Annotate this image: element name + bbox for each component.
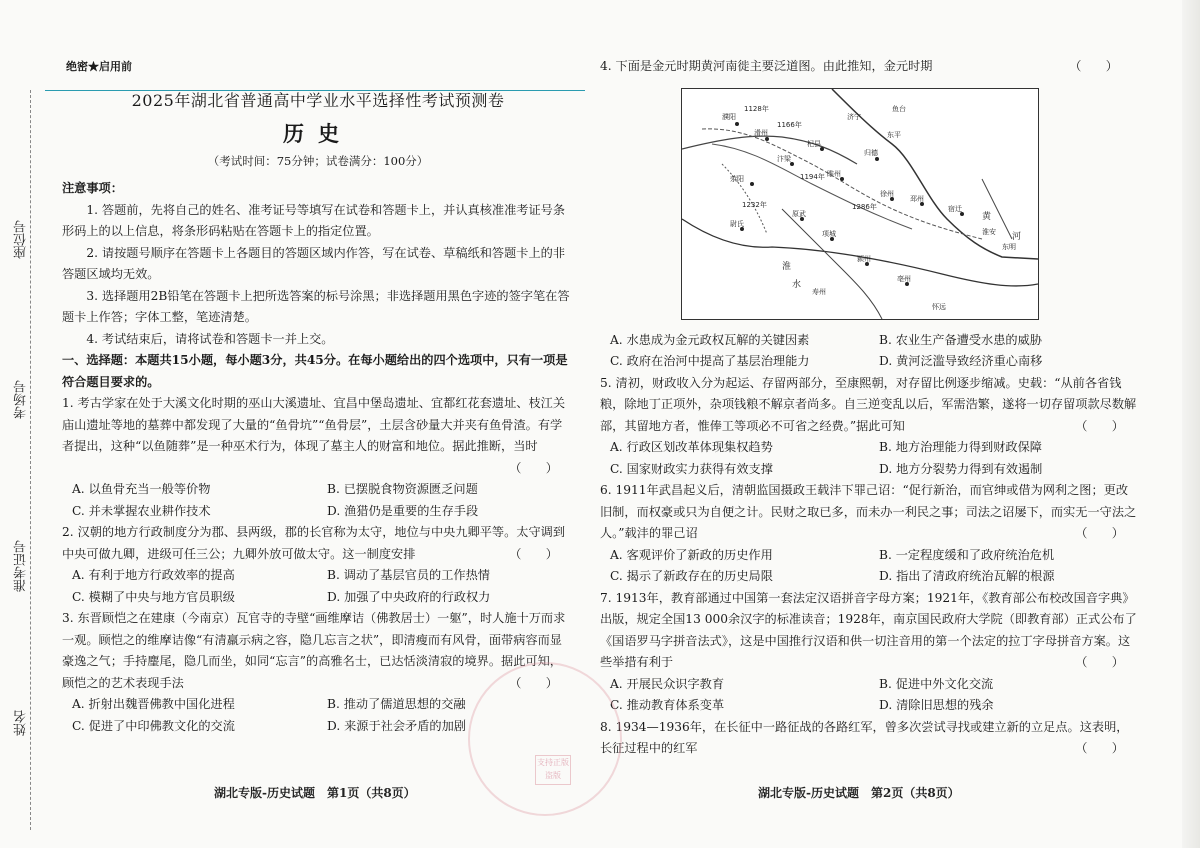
map-label: 滑州 bbox=[754, 129, 768, 137]
option-c: C. 政府在治河中提高了基层治理能力 bbox=[610, 354, 810, 368]
map-label: 杞县 bbox=[807, 140, 821, 148]
question-stem: 4. 下面是金元时期黄河南徙主要泛道图。由此推知，金元时期 bbox=[600, 59, 933, 73]
exam-room-label: 考场号 bbox=[14, 380, 29, 419]
stamp-line: 支持正版 bbox=[537, 758, 569, 767]
subject-title: 历史 bbox=[283, 121, 353, 146]
option-d: D. 来源于社会矛盾的加剧 bbox=[327, 718, 466, 733]
notice-item: 2. 请按题号顺序在答题卡上各题目的答题区域内作答，写在试卷、草稿纸和答题卡上的非答题区域均无效。 bbox=[62, 245, 566, 281]
answer-paren: （ ） bbox=[1069, 59, 1118, 73]
map-label: 1286年 bbox=[852, 203, 877, 211]
notice-item: 1. 答题前，先将自己的姓名、准考证号等填写在试卷和答题卡上，并认真核准准考证号条形码上的以上信息，将条形码粘贴在答题卡上的指定位置。 bbox=[62, 202, 566, 238]
question-4-header bbox=[600, 56, 1140, 78]
answer-paren: （ ） bbox=[1075, 741, 1124, 755]
map-label: 水 bbox=[792, 280, 802, 290]
question-stem: 6. 1911年武昌起义后，清朝监国摄政王载沣下罪己诏：“促行新治，而官绅或借为网利之图；更改旧制，而权豪或只为自便之计。民财之取已多，而未办一利民之事；司法之诏屡下，而实无一守法之人。”载沣的罪己诏 bbox=[600, 483, 1137, 540]
option-a: A. 折射出魏晋佛教中国化进程 bbox=[72, 697, 235, 711]
map-label: 1128年 bbox=[744, 105, 769, 113]
option-a: A. 行政区划改革体现集权趋势 bbox=[610, 440, 773, 454]
map-label: 淮安 bbox=[982, 228, 996, 236]
map-label: 荥阳 bbox=[730, 175, 744, 183]
map-label: 寿州 bbox=[812, 288, 826, 296]
binding-strip bbox=[0, 90, 58, 830]
notice-item: 4. 考试结束后，请将试卷和答题卡一并上交。 bbox=[86, 331, 334, 346]
question-5 bbox=[600, 373, 1140, 481]
map-label: 睢州 bbox=[827, 170, 841, 178]
option-c: C. 揭示了新政存在的历史局限 bbox=[610, 569, 773, 583]
map-label: 1232年 bbox=[742, 201, 767, 209]
page-footer-right: 湖北专版-历史试题 第2页（共8页） bbox=[758, 786, 960, 800]
admission-number-label: 准考证号 bbox=[14, 540, 29, 592]
notice-heading: 注意事项： bbox=[62, 181, 123, 195]
option-d: D. 指出了清政府统治瓦解的根源 bbox=[879, 569, 1055, 583]
map-label: 淮 bbox=[782, 262, 792, 272]
question-stem: 5. 清初，财政收入分为起运、存留两部分，至康熙朝，对存留比例逐步缩减。史载：“从前各省钱粮，除地丁正项外，杂项钱粮不解京者尚多。自三逆变乱以后，军需浩繁，遂将一切存留项款尽数解部，其留地方者，惟俸工等项必不可省之经费。”据此可知 bbox=[600, 375, 1137, 433]
option-a: A. 以鱼骨充当一般等价物 bbox=[72, 482, 211, 496]
option-c: C. 国家财政实力获得有效支撑 bbox=[610, 461, 773, 476]
option-c: C. 并未掌握农业耕作技术 bbox=[72, 503, 211, 518]
map-label: 东平 bbox=[887, 131, 901, 139]
map-label: 济宁 bbox=[847, 113, 861, 121]
map-label: 东明 bbox=[1002, 243, 1016, 251]
map-label: 黄 bbox=[982, 212, 992, 222]
option-b: B. 一定程度缓和了政府统治危机 bbox=[879, 547, 1055, 562]
option-a: A. 开展民众识字教育 bbox=[610, 676, 725, 691]
option-d: D. 黄河泛滥导致经济重心南移 bbox=[879, 354, 1043, 368]
option-b: B. 推动了儒道思想的交融 bbox=[327, 697, 466, 711]
stamp-line: 盗版 bbox=[545, 771, 561, 780]
question-stem: 3. 东晋顾恺之在建康（今南京）瓦官寺的寺壁“画维摩诘（佛教居士）一躯”，时人施十万而求一观。顾恺之的维摩诘像“有清羸示病之容，隐几忘言之状”，即清瘦而有风骨，面带病容而显豪逸之气；手持麈尾，隐几而坐，如同“忘言”的高雅名士，已达恬淡清寂的境界。据此可知，顾恺之的艺术表现手法 bbox=[62, 611, 566, 690]
answer-paren: （ ） bbox=[1075, 526, 1124, 540]
option-b: B. 地方治理能力得到财政保障 bbox=[879, 440, 1042, 454]
option-d: D. 加强了中央政府的行政权力 bbox=[327, 589, 491, 604]
map-label: 项城 bbox=[822, 230, 836, 238]
option-a: A. 有利于地方行政效率的提高 bbox=[72, 568, 235, 582]
map-label: 原武 bbox=[792, 210, 806, 218]
option-c: C. 促进了中印佛教文化的交流 bbox=[72, 718, 235, 733]
map-label: 颍州 bbox=[857, 255, 871, 263]
question-stem: 7. 1913年，教育部通过中国第一套法定汉语拼音字母方案；1921年，《教育部公布校改国音字典》出版，规定全国13 000余汉字的标准读音；1928年，南京国民政府大学院（即教育部）正式公布了《国语罗马字拼音法式》，这是中国推行汉语和供一切注音用的第一个法定的拉丁字母拼音方案。这些举措有利于 bbox=[600, 590, 1137, 669]
question-stem: 8. 1934—1936年，在长征中一路征战的各路红军，曾多次尝试寻找或建立新的立足点。这表明，长征过程中的红军 bbox=[600, 719, 1129, 755]
time-info: （考试时间：75分钟；试卷满分：100分） bbox=[207, 153, 429, 168]
map-label: 鱼台 bbox=[892, 105, 906, 113]
option-a: A. 水患成为金元政权瓦解的关键因素 bbox=[610, 332, 810, 347]
section-heading: 一、选择题：本题共15小题，每小题3分，共45分。在每小题给出的四个选项中，只有一项是符合题目要求的。 bbox=[62, 353, 568, 389]
question-7 bbox=[600, 588, 1140, 717]
option-d: D. 渔猎仍是重要的生存手段 bbox=[327, 503, 479, 518]
option-b: B. 调动了基层官员的工作热情 bbox=[327, 568, 490, 582]
option-b: B. 已摆脱食物资源匮乏问题 bbox=[327, 482, 478, 496]
answer-paren: （ ） bbox=[1075, 655, 1124, 669]
map-label: 河 bbox=[1012, 232, 1022, 242]
map-label: 怀远 bbox=[932, 303, 946, 311]
watermark-seal bbox=[468, 662, 622, 816]
map-label: 汴梁 bbox=[777, 155, 791, 163]
map-label: 徐州 bbox=[880, 190, 894, 198]
scan-edge bbox=[1182, 0, 1200, 848]
answer-paren: （ ） bbox=[1075, 418, 1124, 433]
watermark-stamp bbox=[535, 755, 571, 785]
option-b: B. 促进中外文化交流 bbox=[879, 676, 994, 691]
option-d: D. 清除旧思想的残余 bbox=[879, 698, 994, 712]
name-label: 姓名 bbox=[14, 710, 29, 736]
map-figure bbox=[682, 89, 1038, 319]
question-8 bbox=[600, 717, 1140, 760]
confidential-mark: 绝密★启用前 bbox=[66, 60, 132, 73]
map-label: 濮阳 bbox=[722, 113, 736, 121]
map-label: 宿迁 bbox=[948, 205, 962, 213]
option-b: B. 农业生产备遭受水患的威胁 bbox=[879, 332, 1042, 347]
question-4-options bbox=[600, 330, 1140, 373]
map-label: 1194年 bbox=[800, 173, 825, 181]
notice-item: 3. 选择题用2B铅笔在答题卡上把所选答案的标号涂黑；非选择题用黑色字迹的签字笔在答题卡上作答；字体工整，笔迹清楚。 bbox=[62, 288, 570, 324]
question-6 bbox=[600, 480, 1140, 588]
seat-number-label: 座位号 bbox=[14, 220, 29, 259]
exam-title: 2025年湖北省普通高中学业水平选择性考试预测卷 bbox=[131, 90, 505, 110]
option-c: C. 模糊了中央与地方官员职级 bbox=[72, 589, 235, 604]
option-a: A. 客观评价了新政的历史作用 bbox=[610, 547, 773, 562]
question-2 bbox=[62, 522, 574, 608]
question-stem: 2. 汉朝的地方行政制度分为郡、县两级，郡的长官称为太守，地位与中央九卿平等。太守调到中央可做九卿，进级可任三公；九卿外放可做太守。这一制度安排 bbox=[62, 525, 566, 561]
page-footer-left: 湖北专版-历史试题 第1页（共8页） bbox=[214, 786, 416, 800]
map-label: 尉氏 bbox=[730, 220, 744, 228]
answer-paren: （ ） bbox=[509, 675, 558, 690]
question-1 bbox=[62, 393, 574, 522]
option-d: D. 地方分裂势力得到有效遏制 bbox=[879, 461, 1043, 476]
option-c: C. 推动教育体系变革 bbox=[610, 698, 725, 712]
yellow-river-map bbox=[681, 88, 1039, 320]
answer-paren: （ ） bbox=[509, 546, 558, 561]
map-label: 1166年 bbox=[777, 121, 802, 129]
map-label: 亳州 bbox=[897, 275, 911, 283]
map-label: 邳州 bbox=[910, 195, 924, 203]
left-column bbox=[62, 56, 574, 737]
question-stem: 1. 考古学家在处于大溪文化时期的巫山大溪遗址、宜昌中堡岛遗址、宜都红花套遗址、枝江关庙山遗址等地的墓葬中都发现了大量的“鱼骨坑”“鱼骨层”，土层含砂量大并夹有鱼骨渣。有学者提出，这种“以鱼随葬”是一种巫术行为，体现了墓主人的财富和地位。据此推断，当时 bbox=[62, 396, 566, 453]
answer-paren: （ ） bbox=[509, 460, 558, 475]
map-label: 归德 bbox=[864, 149, 878, 157]
